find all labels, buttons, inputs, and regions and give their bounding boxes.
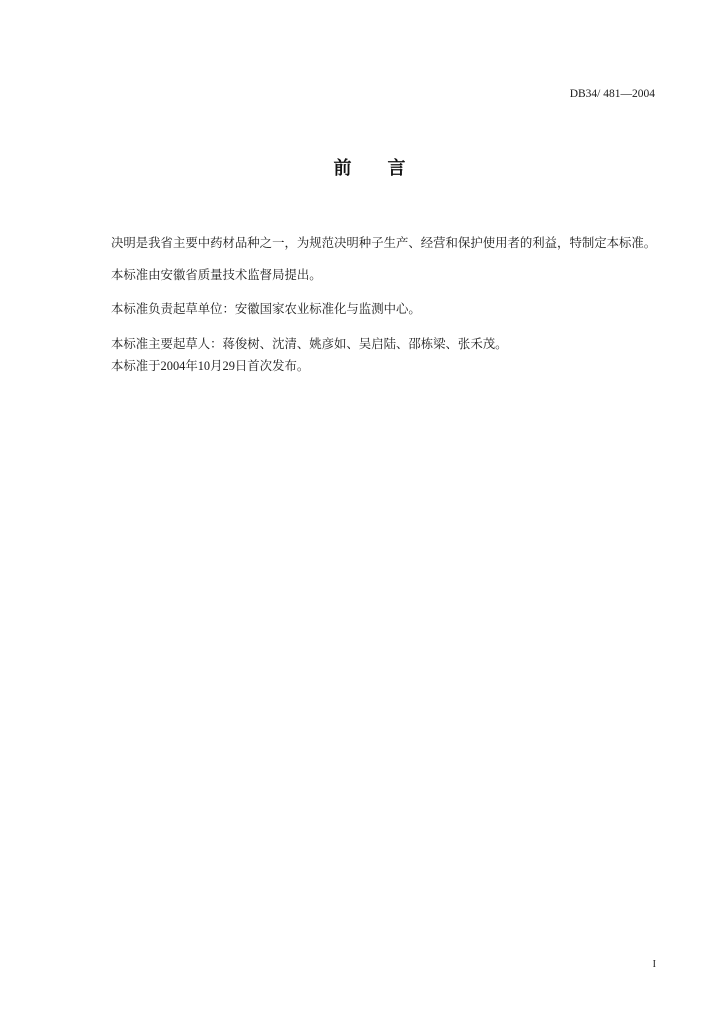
foreword-paragraph: 本标准于2004年10月29日首次发布。	[111, 359, 310, 373]
foreword-paragraph: 决明是我省主要中药材品种之一，为规范决明种子生产、经营和保护使用者的利益，特制定本标准。	[111, 236, 657, 250]
page-title: 前 言	[333, 158, 406, 178]
standard-code: DB34/ 481—2004	[569, 88, 655, 100]
foreword-paragraph: 本标准由安徽省质量技术监督局提出。	[111, 268, 322, 282]
foreword-paragraph: 本标准负责起草单位：安徽国家农业标准化与监测中心。	[111, 302, 421, 316]
foreword-paragraph: 本标准主要起草人：蒋俊树、沈清、姚彦如、吴启陆、邵栋梁、张禾茂。	[111, 337, 508, 351]
page-number: I	[652, 959, 656, 970]
